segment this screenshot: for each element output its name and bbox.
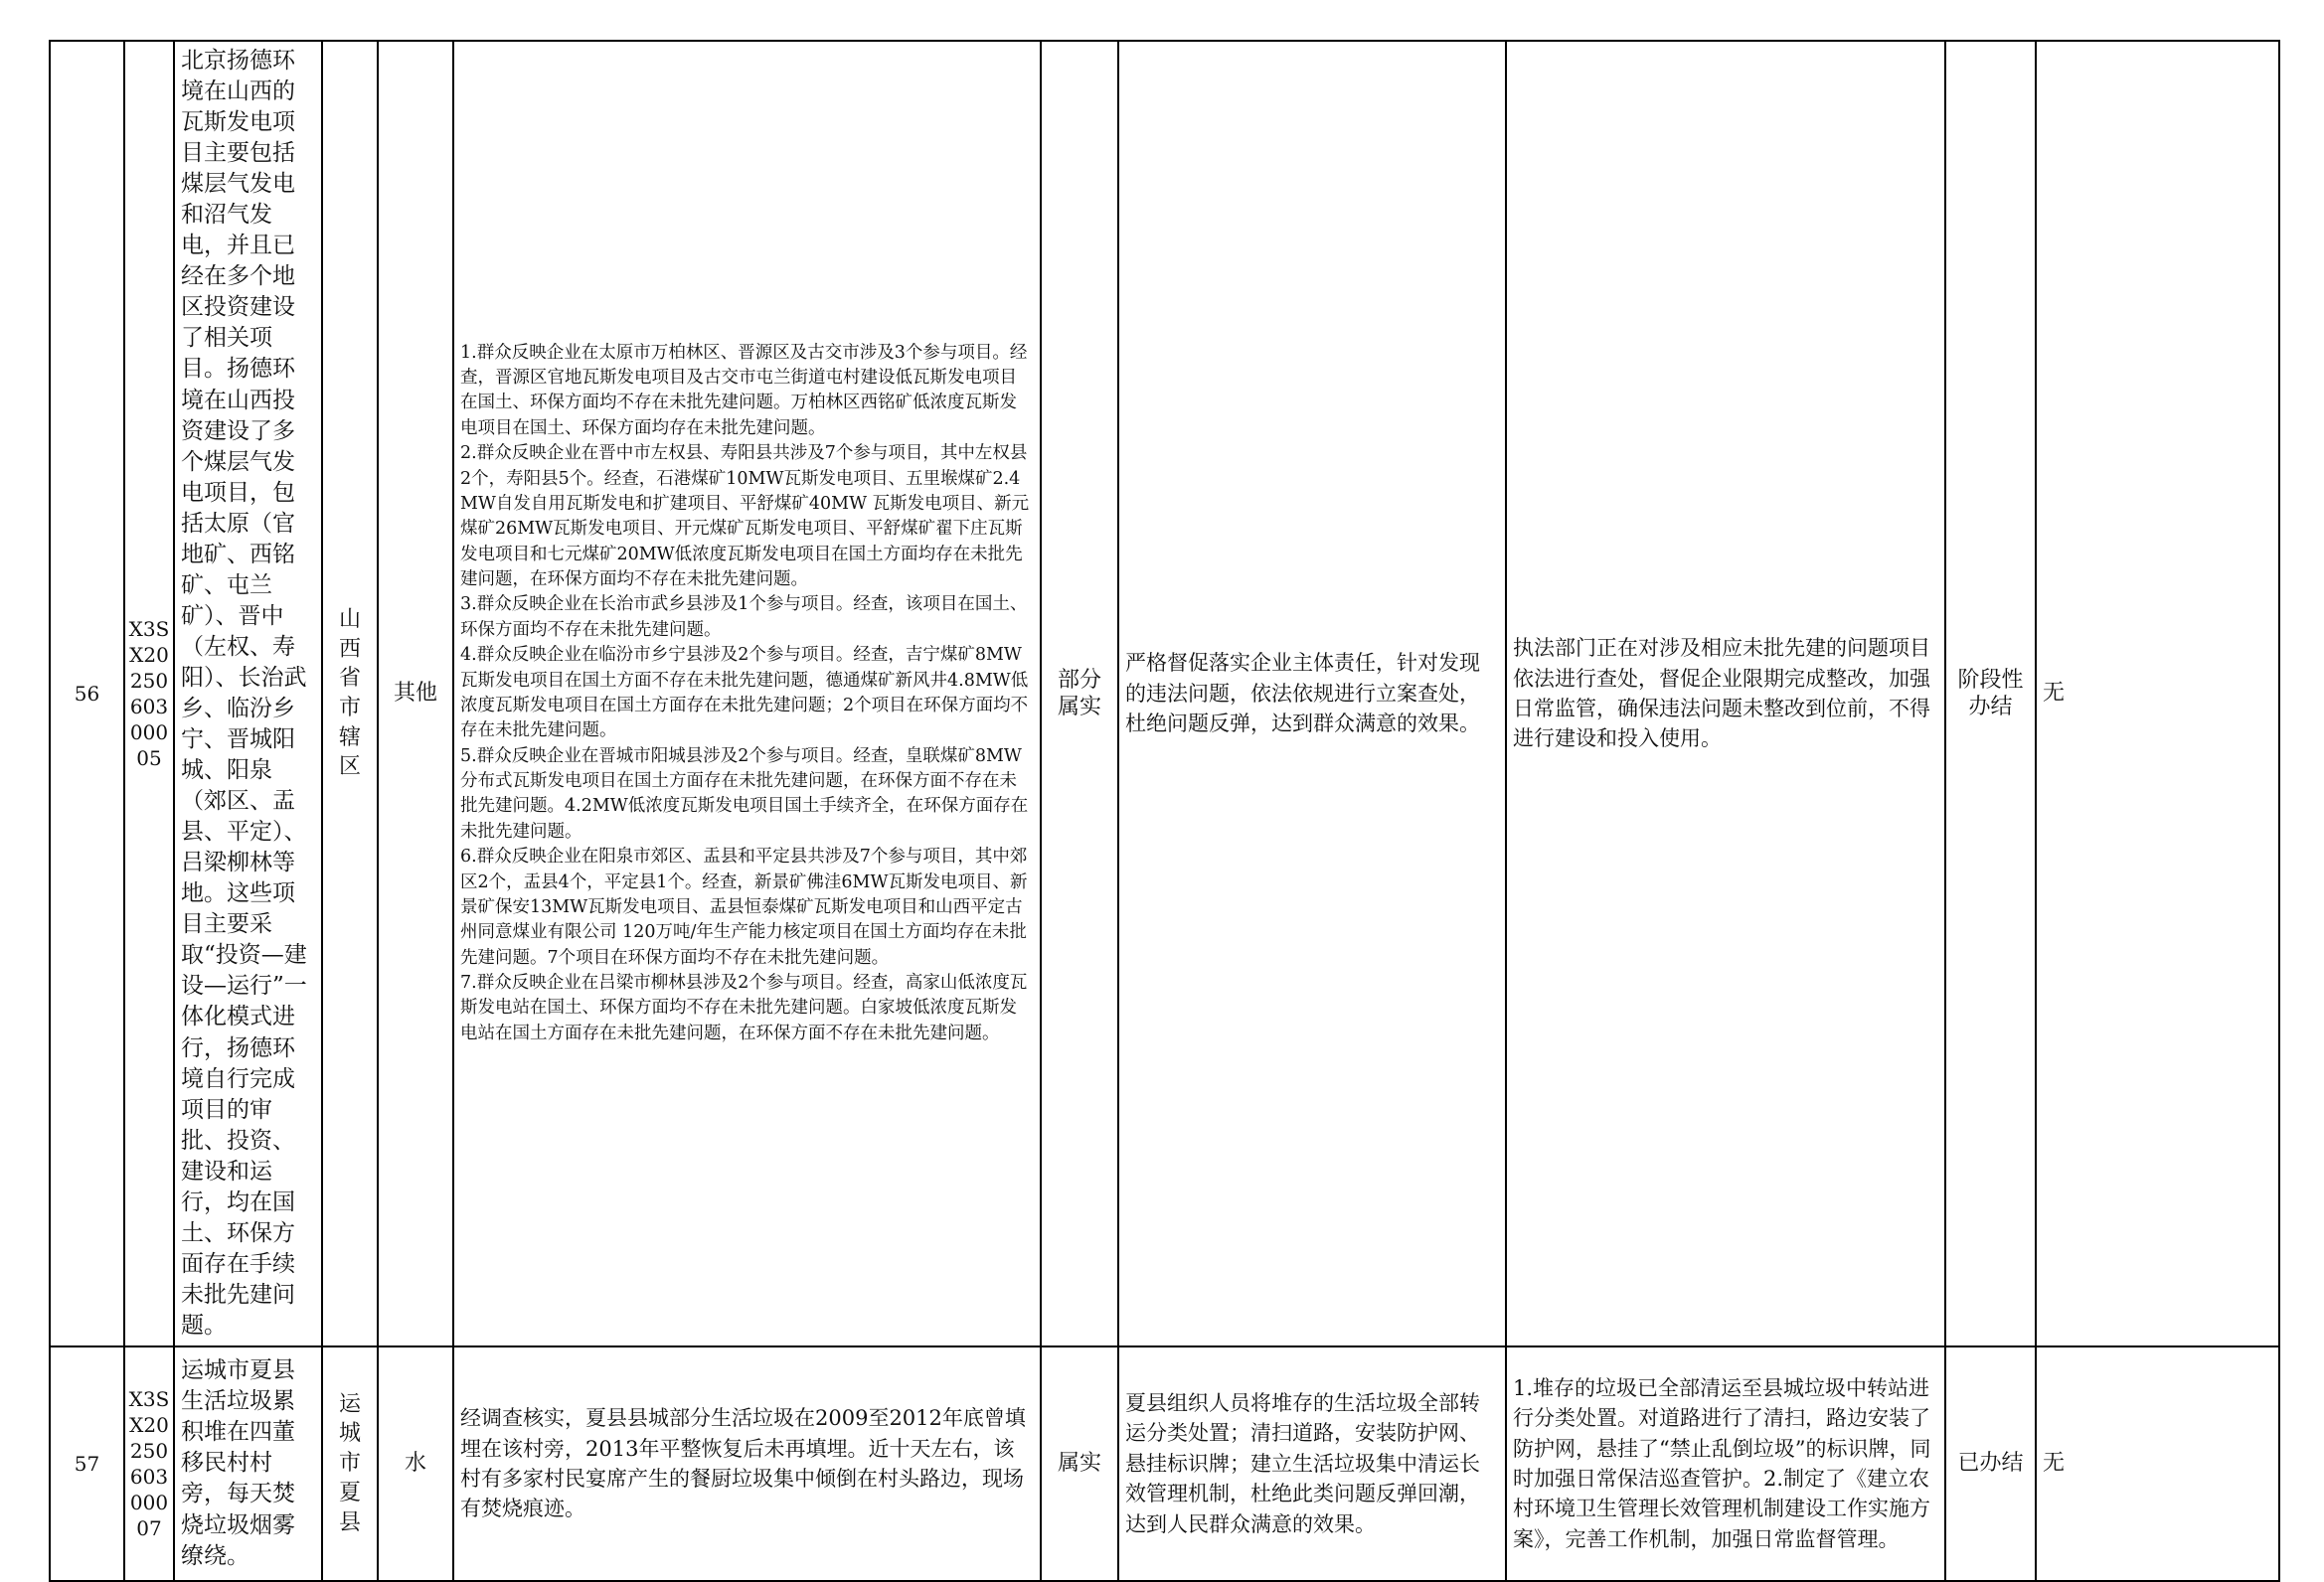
table-row — [50, 41, 2279, 1346]
case-status: 阶段性办结 — [1945, 41, 2036, 1346]
complaint-description: 北京扬德环境在山西的瓦斯发电项目主要包括煤层气发电和沼气发电，并且已经在多个地区投资建设了相关项目。扬德环境在山西投资建设了多个煤层气发电项目，包括太原（官地矿、西铭矿、屯兰矿）、晋中（左权、寿阳）、长治武乡、临汾乡宁、晋城阳城、阳泉（郊区、盂县、平定）、吕梁柳林等地。这些项目主要采取“投资—建设—运行”一体化模式进行，扬德环境自行完成项目的审批、投资、建设和运行，均在国土、环保方面存在手续未批先建问题。 — [174, 41, 322, 1346]
investigation-findings: 经调查核实，夏县县城部分生活垃圾在2009至2012年底曾填埋在该村旁，2013年平整恢复后未再填埋。近十天左右，该村有多家村民宴席产生的餐厨垃圾集中倾倒在村头路边，现场有焚烧痕迹。 — [453, 1346, 1041, 1581]
accountability: 无 — [2036, 1346, 2279, 1581]
case-id: X3SX2025060300005 — [124, 41, 174, 1346]
row-number: 56 — [50, 41, 124, 1346]
verdict: 属实 — [1041, 1346, 1118, 1581]
petition-table — [49, 40, 2280, 1582]
rectification-progress: 1.堆存的垃圾已全部清运至县城垃圾中转站进行分类处置。对道路进行了清扫，路边安装了防护网，悬挂了“禁止乱倒垃圾”的标识牌，同时加强日常保洁巡查管护。2.制定了《建立农村环境卫生管理长效管理机制建设工作实施方案》，完善工作机制，加强日常监督管理。 — [1506, 1346, 1945, 1581]
finding-item: 2.群众反映企业在晋中市左权县、寿阳县共涉及7个参与项目，其中左权县2个，寿阳县5个。经查，石港煤矿10MW瓦斯发电项目、五里堠煤矿2.4MW自发自用瓦斯发电和扩建项目、平舒煤矿40MW 瓦斯发电项目、新元煤矿26MW瓦斯发电项目、开元煤矿瓦斯发电项目、平舒煤矿翟下庄瓦斯发电项目和七元煤矿20MW低浓度瓦斯发电项目在国土方面均存在未批先建问题，在环保方面均不存在未批先建问题。 — [460, 443, 1030, 590]
complaint-description: 运城市夏县生活垃圾累积堆在四董移民村村旁，每天焚烧垃圾烟雾缭绕。 — [174, 1346, 322, 1581]
case-id: X3SX2025060300007 — [124, 1346, 174, 1581]
administrative-area: 山西省市辖区 — [322, 41, 378, 1346]
finding-item: 6.群众反映企业在阳泉市郊区、盂县和平定县共涉及7个参与项目，其中郊区2个，盂县4个，平定县1个。经查，新景矿佛洼6MW瓦斯发电项目、新景矿保安13MW瓦斯发电项目、盂县恒泰煤矿瓦斯发电项目和山西平定古州同意煤业有限公司 120万吨/年生产能力核定项目在国土方面均存在未批先建问题。7个项目在环保方面均不存在未批先建问题。 — [460, 847, 1028, 968]
verdict: 部分属实 — [1041, 41, 1118, 1346]
handling-measures: 夏县组织人员将堆存的生活垃圾全部转运分类处置；清扫道路，安装防护网、悬挂标识牌；建立生活垃圾集中清运长效管理机制，杜绝此类问题反弹回潮，达到人民群众满意的效果。 — [1118, 1346, 1506, 1581]
handling-measures: 严格督促落实企业主体责任，针对发现的违法问题，依法依规进行立案查处，杜绝问题反弹，达到群众满意的效果。 — [1118, 41, 1506, 1346]
pollution-type: 水 — [378, 1346, 453, 1581]
finding-item: 3.群众反映企业在长治市武乡县涉及1个参与项目。经查，该项目在国土、环保方面均不存在未批先建问题。 — [460, 594, 1028, 640]
case-status: 已办结 — [1945, 1346, 2036, 1581]
investigation-findings — [453, 41, 1041, 1346]
table-row — [50, 1346, 2279, 1581]
finding-item: 1.群众反映企业在太原市万柏林区、晋源区及古交市涉及3个参与项目。经查，晋源区官地瓦斯发电项目及古交市屯兰街道屯村建设低瓦斯发电项目在国土、环保方面均不存在未批先建问题。万柏林区西铭矿低浓度瓦斯发电项目在国土、环保方面均存在未批先建问题。 — [460, 342, 1028, 438]
administrative-area: 运城市夏县 — [322, 1346, 378, 1581]
accountability: 无 — [2036, 41, 2279, 1346]
rectification-progress: 执法部门正在对涉及相应未批先建的问题项目依法进行查处，督促企业限期完成整改，加强日常监管，确保违法问题未整改到位前，不得进行建设和投入使用。 — [1506, 41, 1945, 1346]
pollution-type: 其他 — [378, 41, 453, 1346]
finding-item: 4.群众反映企业在临汾市乡宁县涉及2个参与项目。经查，吉宁煤矿8MW瓦斯发电项目在国土方面不存在未批先建问题，德通煤矿新风井4.8MW低浓度瓦斯发电项目在国土方面存在未批先建问题；2个项目在环保方面均不存在未批先建问题。 — [460, 645, 1029, 741]
finding-item: 7.群众反映企业在吕梁市柳林县涉及2个参与项目。经查，高家山低浓度瓦斯发电站在国土、环保方面均不存在未批先建问题。白家坡低浓度瓦斯发电站在国土方面存在未批先建问题，在环保方面不存在未批先建问题。 — [460, 973, 1028, 1043]
finding-item: 5.群众反映企业在晋城市阳城县涉及2个参与项目。经查，皇联煤矿8MW分布式瓦斯发电项目在国土方面存在未批先建问题，在环保方面不存在未批先建问题。4.2MW低浓度瓦斯发电项目国土手续齐全，在环保方面存在未批先建问题。 — [460, 745, 1029, 842]
row-number: 57 — [50, 1346, 124, 1581]
